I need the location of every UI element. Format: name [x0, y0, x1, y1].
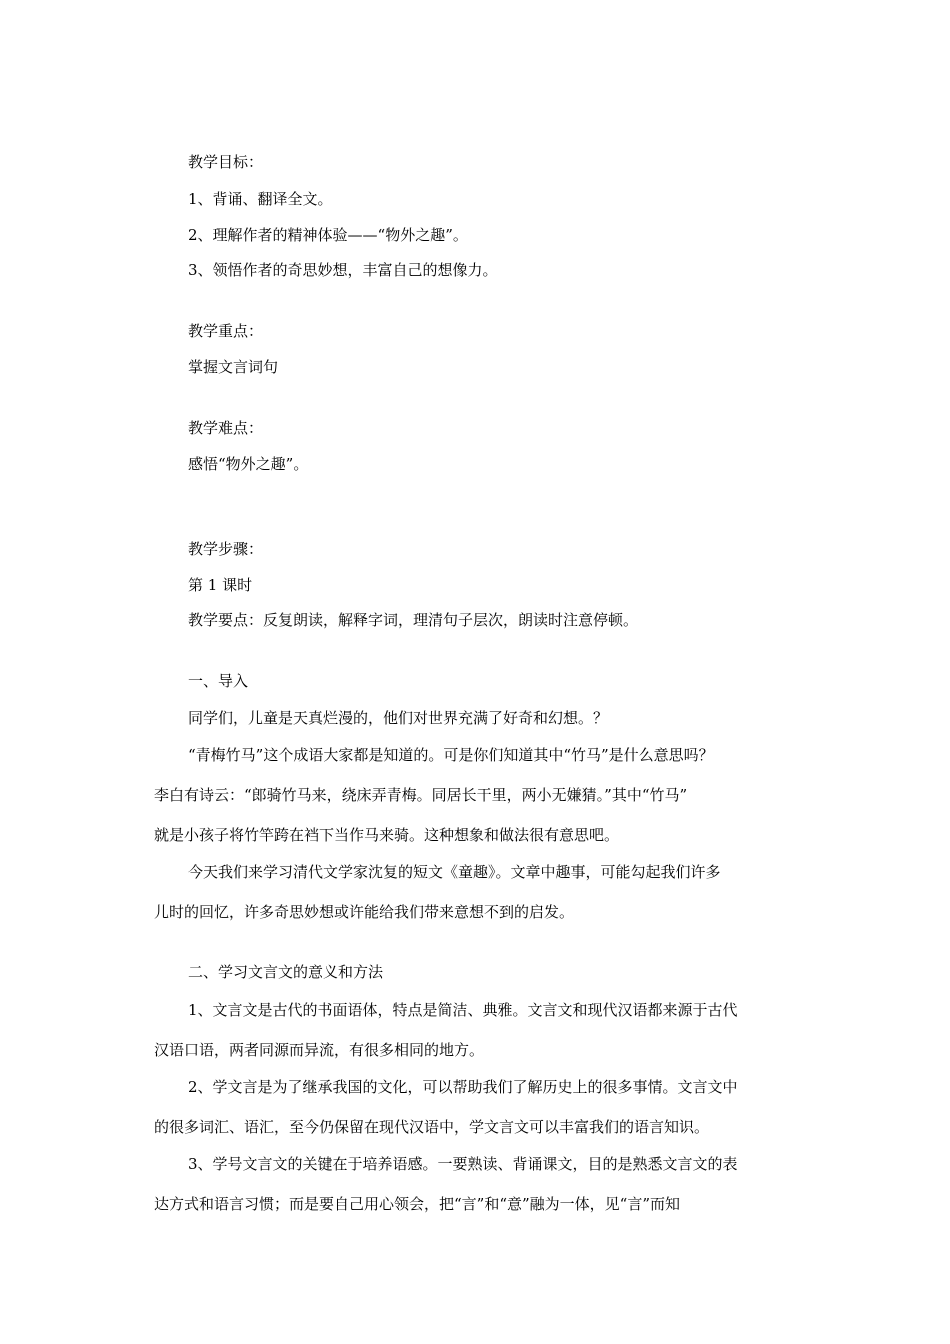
- difficulties-heading: 教学难点：: [188, 419, 264, 437]
- difficulties-text: 感悟“物外之趣”。: [188, 455, 309, 473]
- paragraph-line: 就是小孩子将竹竿跨在裆下当作马来骑。这种想象和做法很有意思吧。: [154, 826, 620, 844]
- paragraph-line: “青梅竹马”这个成语大家都是知道的。可是你们知道其中“竹马”是什么意思吗？: [188, 746, 714, 764]
- goals-heading: 教学目标：: [188, 153, 264, 171]
- paragraph-line: 3、学号文言文的关键在于培养语感。一要熟读、背诵课文，目的是熟悉文言文的表: [188, 1155, 738, 1173]
- lesson-label: 第 1 课时: [188, 576, 253, 594]
- paragraph-line: 2、学文言是为了继承我国的文化，可以帮助我们了解历史上的很多事情。文言文中: [188, 1078, 738, 1096]
- paragraph-line: 的很多词汇、语汇，至今仍保留在现代汉语中，学文言文可以丰富我们的语言知识。: [154, 1118, 710, 1136]
- steps-heading: 教学步骤：: [188, 540, 264, 558]
- goal-item: 3、领悟作者的奇思妙想，丰富自己的想像力。: [188, 261, 498, 279]
- section1-heading: 一、导入: [188, 672, 249, 690]
- paragraph-line: 达方式和语言习惯；而是要自己用心领会，把“言”和“意”融为一体，见“言”而知: [154, 1195, 681, 1213]
- paragraph-line: 1、文言文是古代的书面语体，特点是简洁、典雅。文言文和现代汉语都来源于古代: [188, 1001, 738, 1019]
- lesson-essentials: 教学要点：反复朗读，解释字词，理清句子层次，朗读时注意停顿。: [188, 611, 639, 629]
- section2-heading: 二、学习文言文的意义和方法: [188, 963, 384, 981]
- paragraph-line: 儿时的回忆，许多奇思妙想或许能给我们带来意想不到的启发。: [154, 903, 575, 921]
- goal-item: 1、背诵、翻译全文。: [188, 190, 333, 208]
- goal-item: 2、理解作者的精神体验——“物外之趣”。: [188, 226, 468, 244]
- key-points-text: 掌握文言词句: [188, 358, 279, 376]
- key-points-heading: 教学重点：: [188, 322, 264, 340]
- paragraph-line: 汉语口语，两者同源而异流，有很多相同的地方。: [154, 1041, 485, 1059]
- paragraph-line: 今天我们来学习清代文学家沈复的短文《童趣》。文章中趣事，可能勾起我们许多: [188, 863, 721, 881]
- paragraph-line: 李白有诗云：“郎骑竹马来，绕床弄青梅。同居长干里，两小无嫌猜。”其中“竹马”: [154, 786, 688, 804]
- paragraph-line: 同学们，儿童是天真烂漫的，他们对世界充满了好奇和幻想。？: [188, 709, 609, 727]
